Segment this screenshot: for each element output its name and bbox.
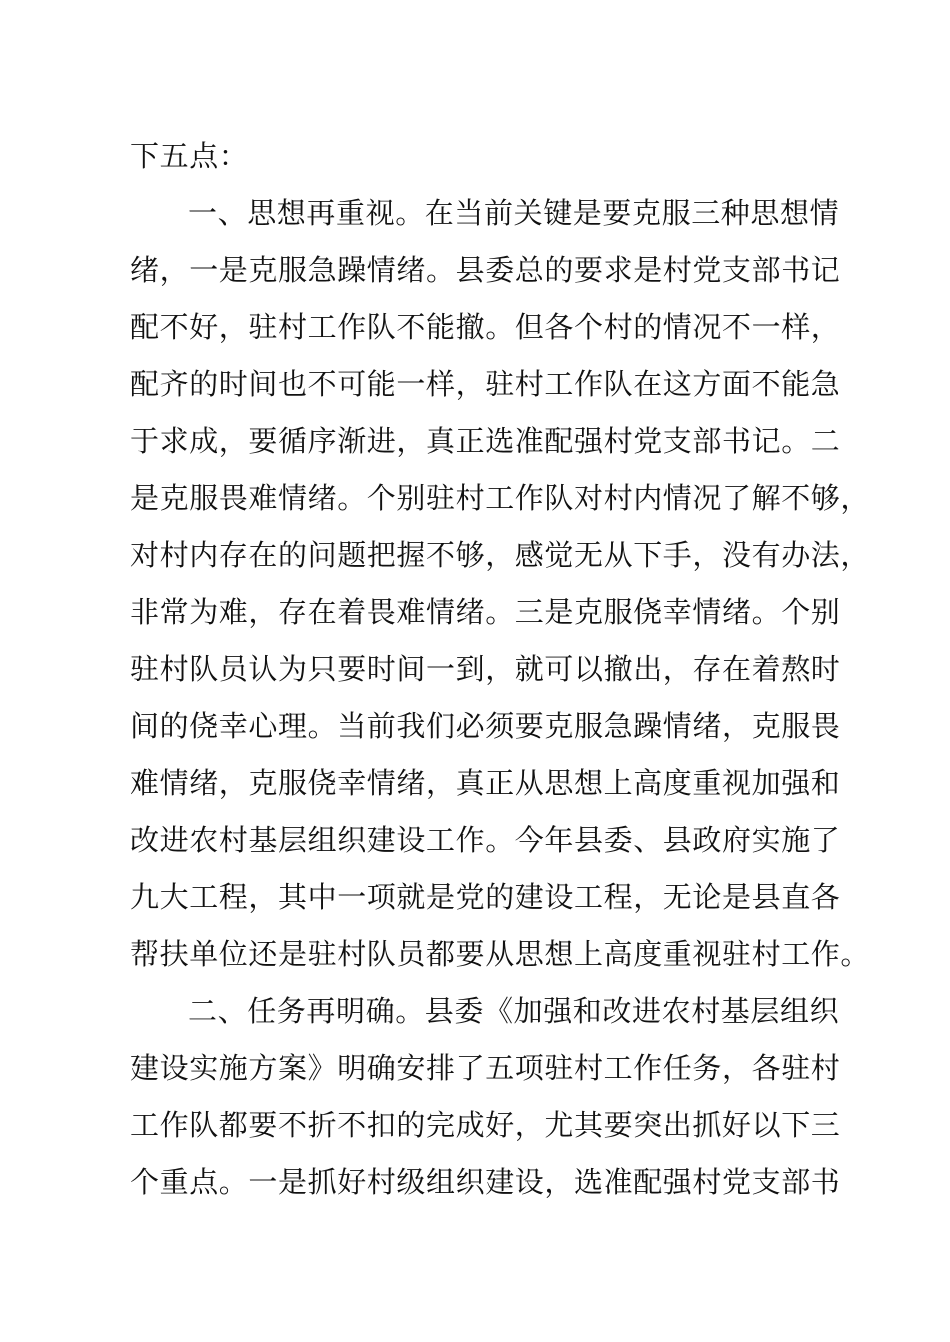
text-line: 个重点。一是抓好村级组织建设，选准配强村党支部书 (130, 1165, 841, 1199)
text-line: 是克服畏难情绪。个别驻村工作队对村内情况了解不够， (130, 481, 871, 515)
document-body (130, 128, 871, 1211)
text-line: 非常为难，存在着畏难情绪。三是克服侥幸情绪。个别 (130, 595, 841, 629)
text-line: 驻村队员认为只要时间一到，就可以撤出，存在着熬时 (130, 652, 841, 686)
text-line: 下五点： (130, 139, 249, 173)
text-line: 工作队都要不折不扣的完成好，尤其要突出抓好以下三 (130, 1108, 841, 1142)
text-line: 帮扶单位还是驻村队员都要从思想上高度重视驻村工作。 (130, 937, 871, 971)
text-line: 配齐的时间也不可能一样，驻村工作队在这方面不能急 (130, 367, 841, 401)
text-line: 对村内存在的问题把握不够，感觉无从下手，没有办法， (130, 538, 871, 572)
text-line: 建设实施方案》明确安排了五项驻村工作任务，各驻村 (130, 1051, 841, 1085)
text-line: 绪，一是克服急躁情绪。县委总的要求是村党支部书记 (130, 253, 841, 287)
text-line: 难情绪，克服侥幸情绪，真正从思想上高度重视加强和 (130, 766, 841, 800)
text-line: 间的侥幸心理。当前我们必须要克服急躁情绪，克服畏 (130, 709, 841, 743)
text-line: 改进农村基层组织建设工作。今年县委、县政府实施了 (130, 823, 841, 857)
text-line: 九大工程，其中一项就是党的建设工程，无论是县直各 (130, 880, 841, 914)
paragraph-start-line: 一、思想再重视。在当前关键是要克服三种思想情 (188, 196, 840, 230)
text-line: 配不好，驻村工作队不能撤。但各个村的情况不一样， (130, 310, 841, 344)
paragraph-start-line: 二、任务再明确。县委《加强和改进农村基层组织 (188, 994, 840, 1028)
text-line: 于求成，要循序渐进，真正选准配强村党支部书记。二 (130, 424, 841, 458)
